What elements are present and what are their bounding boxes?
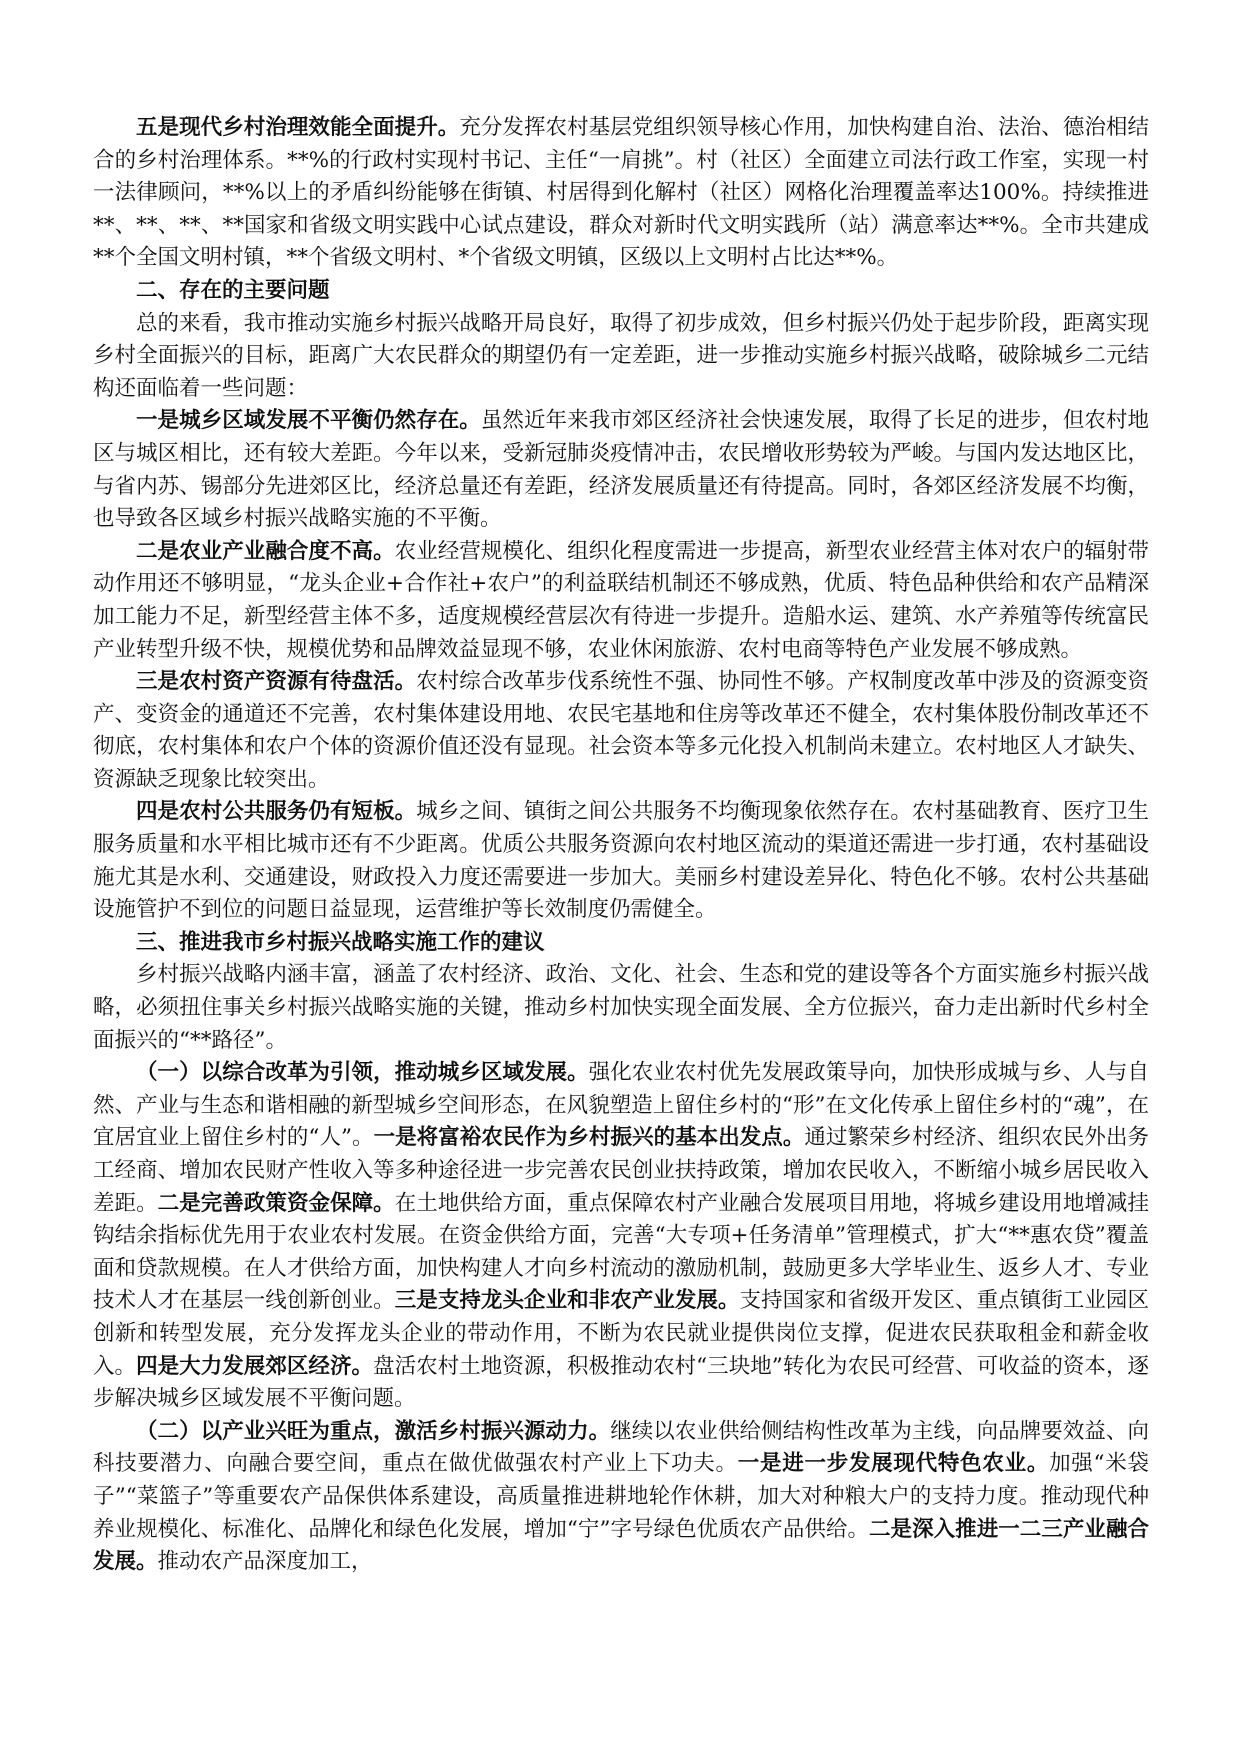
point-title: 一是进一步发展现代特色农业。 — [737, 1451, 1050, 1477]
point-title: 一是将富裕农民作为乡村振兴的基本出发点。 — [373, 1125, 805, 1151]
paragraph-lead: 二是农业产业融合度不高。 — [136, 538, 395, 564]
paragraph-body: 农业经营规模化、组织化程度需进一步提高，新型农业经营主体对农户的辐射带动作用还不够明显，“龙头企业+合作社+农户”的利益联结机制还不够成熟，优质、特色品种供给和农产品精深加工能力不足，新型经营主体不多，适度规模经营层次有待进一步提升。造船水运、建筑、水产养殖等传统富民产业转型升级不快，规模优势和品牌效益显现不够，农业休闲旅游、农村电商等特色产业发展不够成熟。 — [93, 538, 1149, 662]
point-title: 二是完善政策资金保障。 — [157, 1190, 395, 1216]
paragraph-text: 加强“米袋子”“菜篮子”等重要农产品保供体系建设，高质量推进耕地轮作休耕，加大对种粮大户的支持力度。推动现代种养业规模化、标准化、品牌化和绿色化发展，增加“宁”字号绿色优质农产品供给。 — [93, 1451, 1149, 1542]
paragraph-text: 支持国家和省级开发区、重点镇街工业园区创新和转型发展，充分发挥龙头企业的带动作用，不断为农民就业提供岗位支撑，促进农民获取租金和薪金收入。 — [93, 1288, 1149, 1379]
paragraph-lead: 一是城乡区域发展不平衡仍然存在。 — [136, 408, 481, 434]
document-page — [93, 112, 1149, 1579]
point-title: 四是大力发展郊区经济。 — [136, 1353, 374, 1379]
paragraph-text: 继续以农业供给侧结构性改革为主线，向品牌要效益、向科技要潜力、向融合要空间，重点在做优做强农村产业上下功夫。 — [93, 1418, 1149, 1477]
section-heading-suggestions: 三、推进我市乡村振兴战略实施工作的建议 — [136, 929, 545, 955]
paragraph-body: 充分发挥农村基层党组织领导核心作用，加快构建自治、法治、德治相结合的乡村治理体系。**%的行政村实现村书记、主任“一肩挑”。村（社区）全面建立司法行政工作室，实现一村一法律顾问，**%以上的矛盾纠纷能够在街镇、村居得到化解村（社区）网格化治理覆盖率达100%。持续推进**、**、**、**国家和省级文明实践中心试点建设，群众对新时代文明实践所（站）满意率达**%。全市共建成**个全国文明村镇，**个省级文明村、*个省级文明镇，区级以上文明村占比达**%。 — [93, 115, 1149, 271]
paragraph-suggestion-2 — [93, 1416, 1149, 1579]
paragraph-overview — [93, 308, 1149, 406]
paragraph-body: 总的来看，我市推动实施乡村振兴战略开局良好，取得了初步成效，但乡村振兴仍处于起步阶段，距离实现乡村全面振兴的目标，距离广大农民群众的期望仍有一定差距，进一步推动实施乡村振兴战略，破除城乡二元结构还面临着一些问题： — [93, 310, 1149, 401]
section-heading-problems: 二、存在的主要问题 — [136, 277, 330, 303]
paragraph-body: 农村综合改革步伐系统性不强、协同性不够。产权制度改革中涉及的资源变资产、变资金的通道还不完善，农村集体建设用地、农民宅基地和住房等改革还不健全，农村集体股份制改革还不彻底，农村集体和农户个体的资源价值还没有显现。社会资本等多元化投入机制尚未建立。农村地区人才缺失、资源缺乏现象比较突出。 — [93, 669, 1149, 792]
subsection-title: （二）以产业兴旺为重点，激活乡村振兴源动力。 — [136, 1418, 611, 1444]
paragraph-body: 虽然近年来我市郊区经济社会快速发展，取得了长足的进步，但农村地区与城区相比，还有较大差距。今年以来，受新冠肺炎疫情冲击，农民增收形势较为严峻。与国内发达地区比，与省内苏、锡部分先进郊区比，经济总量还有差距，经济发展质量还有待提高。同时，各郊区经济发展不均衡，也导致各区域乡村振兴战略实施的不平衡。 — [93, 408, 1149, 532]
paragraph-text: 通过繁荣乡村经济、组织农民外出务工经商、增加农民财产性收入等多种途径进一步完善农民创业扶持政策，增加农民收入，不断缩小城乡居民收入差距。 — [93, 1125, 1149, 1216]
paragraph-lead: 五是现代乡村治理效能全面提升。 — [136, 115, 460, 140]
paragraph-problem-3 — [93, 666, 1149, 796]
point-title: 二是深入推进一二三产业融合发展。 — [93, 1516, 1149, 1575]
paragraph-problem-4 — [93, 796, 1149, 926]
paragraph-lead: 四是农村公共服务仍有短板。 — [136, 799, 417, 825]
paragraph-body: 乡村振兴战略内涵丰富，涵盖了农村经济、政治、文化、社会、生态和党的建设等各个方面实施乡村振兴战略，必须扭住事关乡村振兴战略实施的关键，推动乡村加快实现全面发展、全方位振兴，奋力走出新时代乡村全面振兴的“**路径”。 — [93, 962, 1149, 1053]
paragraph-text: 推动农产品深度加工， — [157, 1549, 373, 1575]
paragraph-problem-2 — [93, 536, 1149, 666]
subsection-title: （一）以综合改革为引领，推动城乡区域发展。 — [136, 1060, 589, 1086]
paragraph-text: 盘活农村土地资源，积极推动农村“三块地”转化为农民可经营、可收益的资本，逐步解决城乡区域发展不平衡问题。 — [93, 1353, 1149, 1412]
paragraph-text: 在土地供给方面，重点保障农村产业融合发展项目用地，将城乡建设用地增减挂钩结余指标优先用于农业农村发展。在资金供给方面，完善“大专项+任务清单”管理模式，扩大“**惠农贷”覆盖面和贷款规模。在人才供给方面，加快构建人才向乡村流动的激励机制，鼓励更多大学毕业生、返乡人才、专业技术人才在基层一线创新创业。 — [93, 1190, 1149, 1314]
point-title: 三是支持龙头企业和非农产业发展。 — [394, 1288, 740, 1314]
paragraph-suggestion-1 — [93, 1057, 1149, 1416]
paragraph-problem-1 — [93, 405, 1149, 535]
paragraph-governance — [93, 112, 1149, 275]
paragraph-text: 强化农业农村优先发展政策导向，加快形成城与乡、人与自然、产业与生态和谐相融的新型城乡空间形态，在风貌塑造上留住乡村的“形”在文化传承上留住乡村的“魂”，在宜居宜业上留住乡村的“人”。 — [93, 1060, 1149, 1151]
paragraph-body: 城乡之间、镇街之间公共服务不均衡现象依然存在。农村基础教育、医疗卫生服务质量和水平相比城市还有不少距离。优质公共服务资源向农村地区流动的渠道还需进一步打通，农村基础设施尤其是水利、交通建设，财政投入力度还需要进一步加大。美丽乡村建设差异化、特色化不够。农村公共基础设施管护不到位的问题日益显现，运营维护等长效制度仍需健全。 — [93, 799, 1149, 923]
paragraph-lead: 三是农村资产资源有待盘活。 — [136, 669, 417, 695]
paragraph-strategy-intro — [93, 959, 1149, 1057]
